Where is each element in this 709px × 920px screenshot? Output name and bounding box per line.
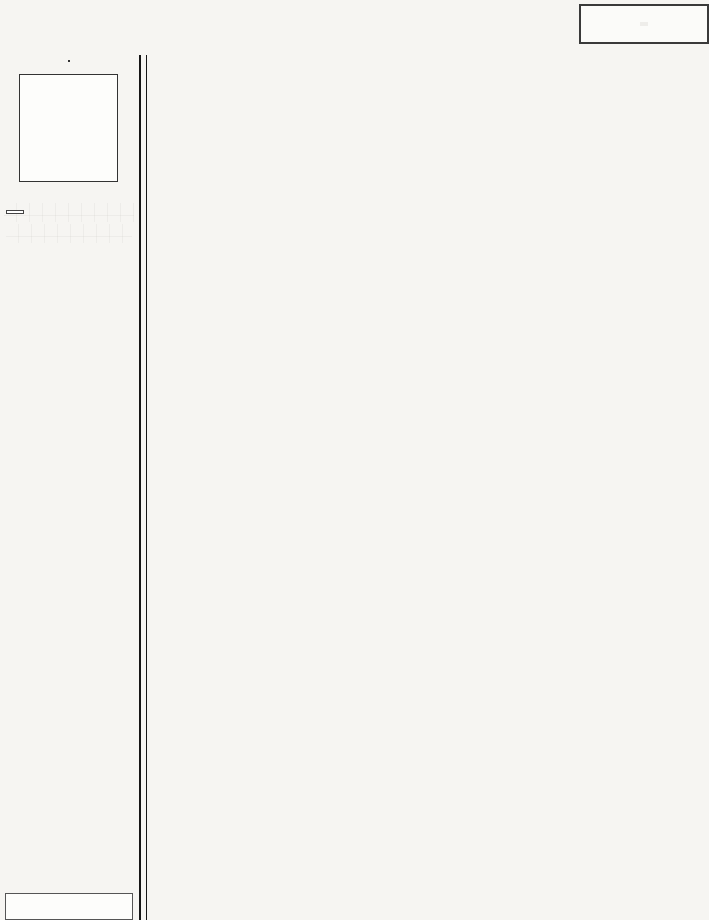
planner-title	[640, 22, 648, 26]
notes-section	[4, 203, 134, 222]
planner-title-box	[579, 4, 709, 44]
sidebar-divider	[139, 55, 147, 920]
notes-title	[6, 210, 24, 214]
mood-chart	[19, 74, 118, 182]
sidebar	[0, 55, 137, 920]
month-tab-bar	[0, 0, 709, 55]
shopping-section	[6, 224, 132, 243]
motivation-box	[5, 893, 133, 920]
mood-tracker	[19, 74, 118, 182]
calendar-table	[68, 60, 70, 62]
motivation-section	[3, 890, 135, 920]
